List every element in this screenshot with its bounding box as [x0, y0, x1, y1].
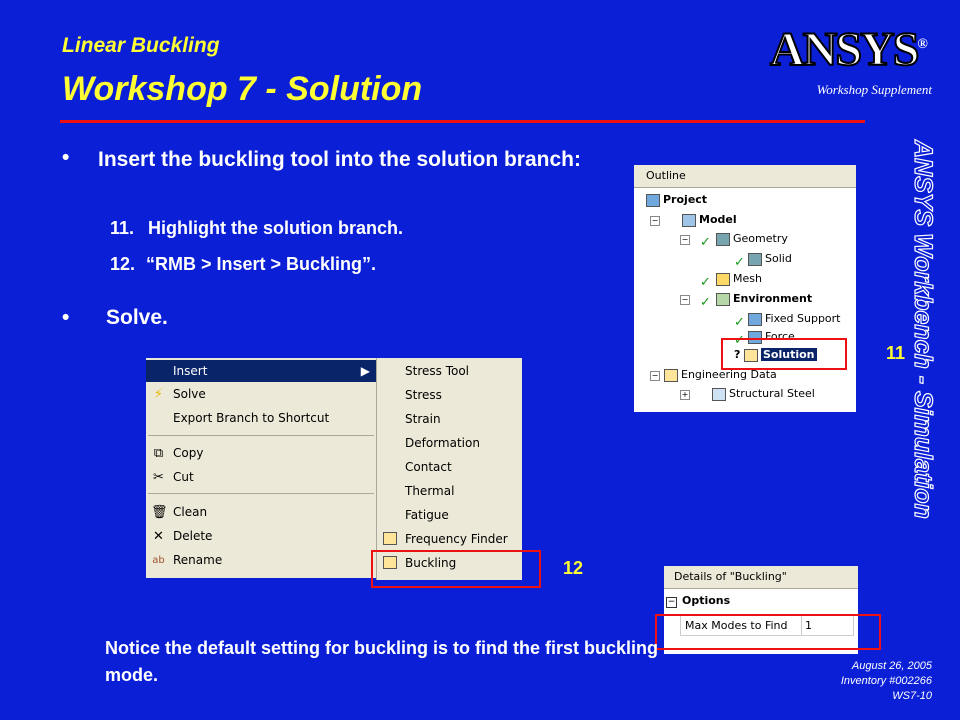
- footer-date: August 26, 2005: [851, 660, 932, 672]
- question-icon: ?: [734, 348, 741, 361]
- frequency-finder-icon: [383, 532, 397, 545]
- submenu-label: Stress: [405, 388, 442, 402]
- menu-label: Delete: [173, 529, 213, 543]
- menu-item-export-branch[interactable]: [146, 407, 376, 429]
- collapse-toggle[interactable]: −: [681, 235, 689, 244]
- slide-subtitle: Linear Buckling: [62, 34, 220, 57]
- bullet-text-1: Insert the buckling tool into the solution branch:: [98, 148, 581, 171]
- menu-label: Export Branch to Shortcut: [173, 411, 330, 425]
- menu-label: Insert: [173, 364, 208, 378]
- details-row-label: Max Modes to Find: [685, 619, 788, 632]
- menu-label: Clean: [173, 505, 208, 519]
- submenu-label: Thermal: [405, 484, 455, 498]
- tree-label: Solid: [765, 252, 792, 265]
- submenu-label: Deformation: [405, 436, 480, 450]
- check-icon: ✓: [734, 255, 745, 270]
- collapse-toggle[interactable]: −: [667, 597, 676, 607]
- tree-label: Project: [663, 193, 708, 206]
- footer-page: WS7-10: [892, 690, 932, 702]
- geometry-icon: [716, 233, 730, 246]
- callout-12: 12: [563, 558, 584, 578]
- delete-x-icon: ✕: [153, 529, 164, 544]
- submenu-label: Contact: [405, 460, 452, 474]
- folder-icon: [664, 369, 678, 382]
- environment-icon: [716, 293, 730, 306]
- expand-toggle[interactable]: +: [681, 390, 689, 399]
- submenu-item-contact[interactable]: [377, 455, 522, 479]
- menu-label: Copy: [173, 446, 204, 460]
- submenu-label: Strain: [405, 412, 441, 426]
- outline-header: Outline: [634, 165, 856, 188]
- bullet-dot-2: •: [62, 306, 70, 329]
- submenu-item-strain[interactable]: [377, 407, 522, 431]
- slide-title: Workshop 7 - Solution: [62, 70, 423, 108]
- submenu-item-deformation[interactable]: [377, 431, 522, 455]
- check-icon: ✓: [700, 275, 711, 290]
- menu-label: Cut: [173, 470, 194, 484]
- menu-item-insert[interactable]: [146, 360, 376, 382]
- details-group-options: Options: [682, 594, 731, 607]
- submenu-item-frequency-finder[interactable]: [377, 527, 522, 551]
- tree-label: Mesh: [733, 272, 762, 285]
- tree-label: Force: [765, 330, 795, 343]
- tree-node-project[interactable]: [646, 191, 707, 209]
- menu-label: Solve: [173, 387, 206, 401]
- collapse-toggle[interactable]: −: [651, 216, 659, 225]
- submenu-arrow-icon: ▶: [360, 364, 370, 378]
- tree-label: Engineering Data: [681, 368, 777, 381]
- tree-node-geometry[interactable]: [716, 230, 788, 248]
- tree-node-fixed-support[interactable]: [748, 310, 841, 328]
- tree-label: Environment: [733, 292, 813, 305]
- highlight-box-11: [721, 338, 847, 370]
- solid-icon: [748, 253, 762, 266]
- tree-node-solid[interactable]: [748, 250, 792, 268]
- context-menu: [146, 358, 376, 578]
- rename-icon: ab: [152, 555, 165, 566]
- fixed-support-icon: [748, 313, 762, 326]
- details-header: Details of "Buckling": [664, 566, 858, 589]
- highlight-box-details: [655, 614, 881, 650]
- tree-label: Geometry: [733, 232, 788, 245]
- menu-label: Rename: [173, 553, 223, 567]
- tree-label: Structural Steel: [729, 387, 815, 400]
- menu-item-solve[interactable]: [146, 383, 376, 405]
- tree-label: Fixed Support: [765, 312, 841, 325]
- project-icon: [646, 194, 660, 207]
- material-icon: [712, 388, 726, 401]
- collapse-toggle[interactable]: −: [681, 295, 689, 304]
- bullet-dot-1: •: [62, 146, 70, 169]
- tree-node-model[interactable]: [682, 211, 737, 229]
- submenu-item-thermal[interactable]: [377, 479, 522, 503]
- check-icon: ✓: [734, 315, 745, 330]
- note-text: Notice the default setting for buckling is to find the first buckling mode.: [105, 638, 659, 685]
- tree-label-selected: Solution: [763, 348, 815, 361]
- workshop-supplement-label: Workshop Supplement: [816, 82, 932, 97]
- check-icon: ✓: [734, 333, 745, 348]
- menu-separator: [148, 435, 374, 436]
- model-icon: [682, 214, 696, 227]
- details-row-value[interactable]: 1: [805, 619, 812, 632]
- submenu-label: Frequency Finder: [405, 532, 508, 546]
- submenu-label: Fatigue: [405, 508, 449, 522]
- copy-icon: ⧉: [153, 446, 164, 461]
- logo-text: ANSYS: [770, 23, 918, 76]
- tree-label: Model: [699, 213, 737, 226]
- submenu-label: Buckling: [405, 556, 457, 570]
- collapse-toggle[interactable]: −: [651, 371, 659, 380]
- menu-separator: [148, 493, 374, 494]
- step-11-text: Highlight the solution branch.: [148, 218, 403, 238]
- submenu-item-stress-tool[interactable]: [377, 359, 522, 383]
- callout-11: 11: [886, 343, 906, 363]
- step-12-number: 12.: [110, 254, 136, 274]
- menu-item-copy[interactable]: [146, 442, 376, 464]
- tree-node-environment[interactable]: [716, 290, 812, 308]
- submenu-item-stress[interactable]: [377, 383, 522, 407]
- mesh-icon: [716, 273, 730, 286]
- bullet-text-2: Solve.: [106, 306, 168, 329]
- tree-node-structural-steel[interactable]: [712, 385, 815, 403]
- step-12-text: “RMB > Insert > Buckling”.: [146, 254, 377, 274]
- menu-item-clean[interactable]: [146, 501, 376, 523]
- trash-icon: 🗑: [151, 505, 168, 520]
- lightning-icon: ⚡: [153, 387, 164, 402]
- header-rule: [60, 120, 865, 123]
- tree-node-mesh[interactable]: [716, 270, 762, 288]
- submenu-label: Stress Tool: [405, 364, 470, 378]
- step-11-number: 11.: [110, 218, 135, 238]
- menu-item-delete[interactable]: [146, 525, 376, 547]
- ansys-logo: [770, 22, 926, 77]
- insert-submenu: [376, 358, 522, 580]
- menu-item-rename[interactable]: [146, 549, 376, 571]
- check-icon: ✓: [700, 235, 711, 250]
- check-icon: ✓: [700, 295, 711, 310]
- menu-item-cut[interactable]: [146, 466, 376, 488]
- scissors-icon: ✂: [153, 470, 164, 485]
- highlight-box-12: [371, 550, 541, 588]
- footer-inventory: Inventory #002266: [840, 675, 932, 687]
- submenu-item-fatigue[interactable]: [377, 503, 522, 527]
- outline-panel: [634, 165, 856, 412]
- registered-mark: ®: [917, 37, 926, 52]
- side-vertical-title: ANSYS Workbench - Simulation: [909, 140, 937, 519]
